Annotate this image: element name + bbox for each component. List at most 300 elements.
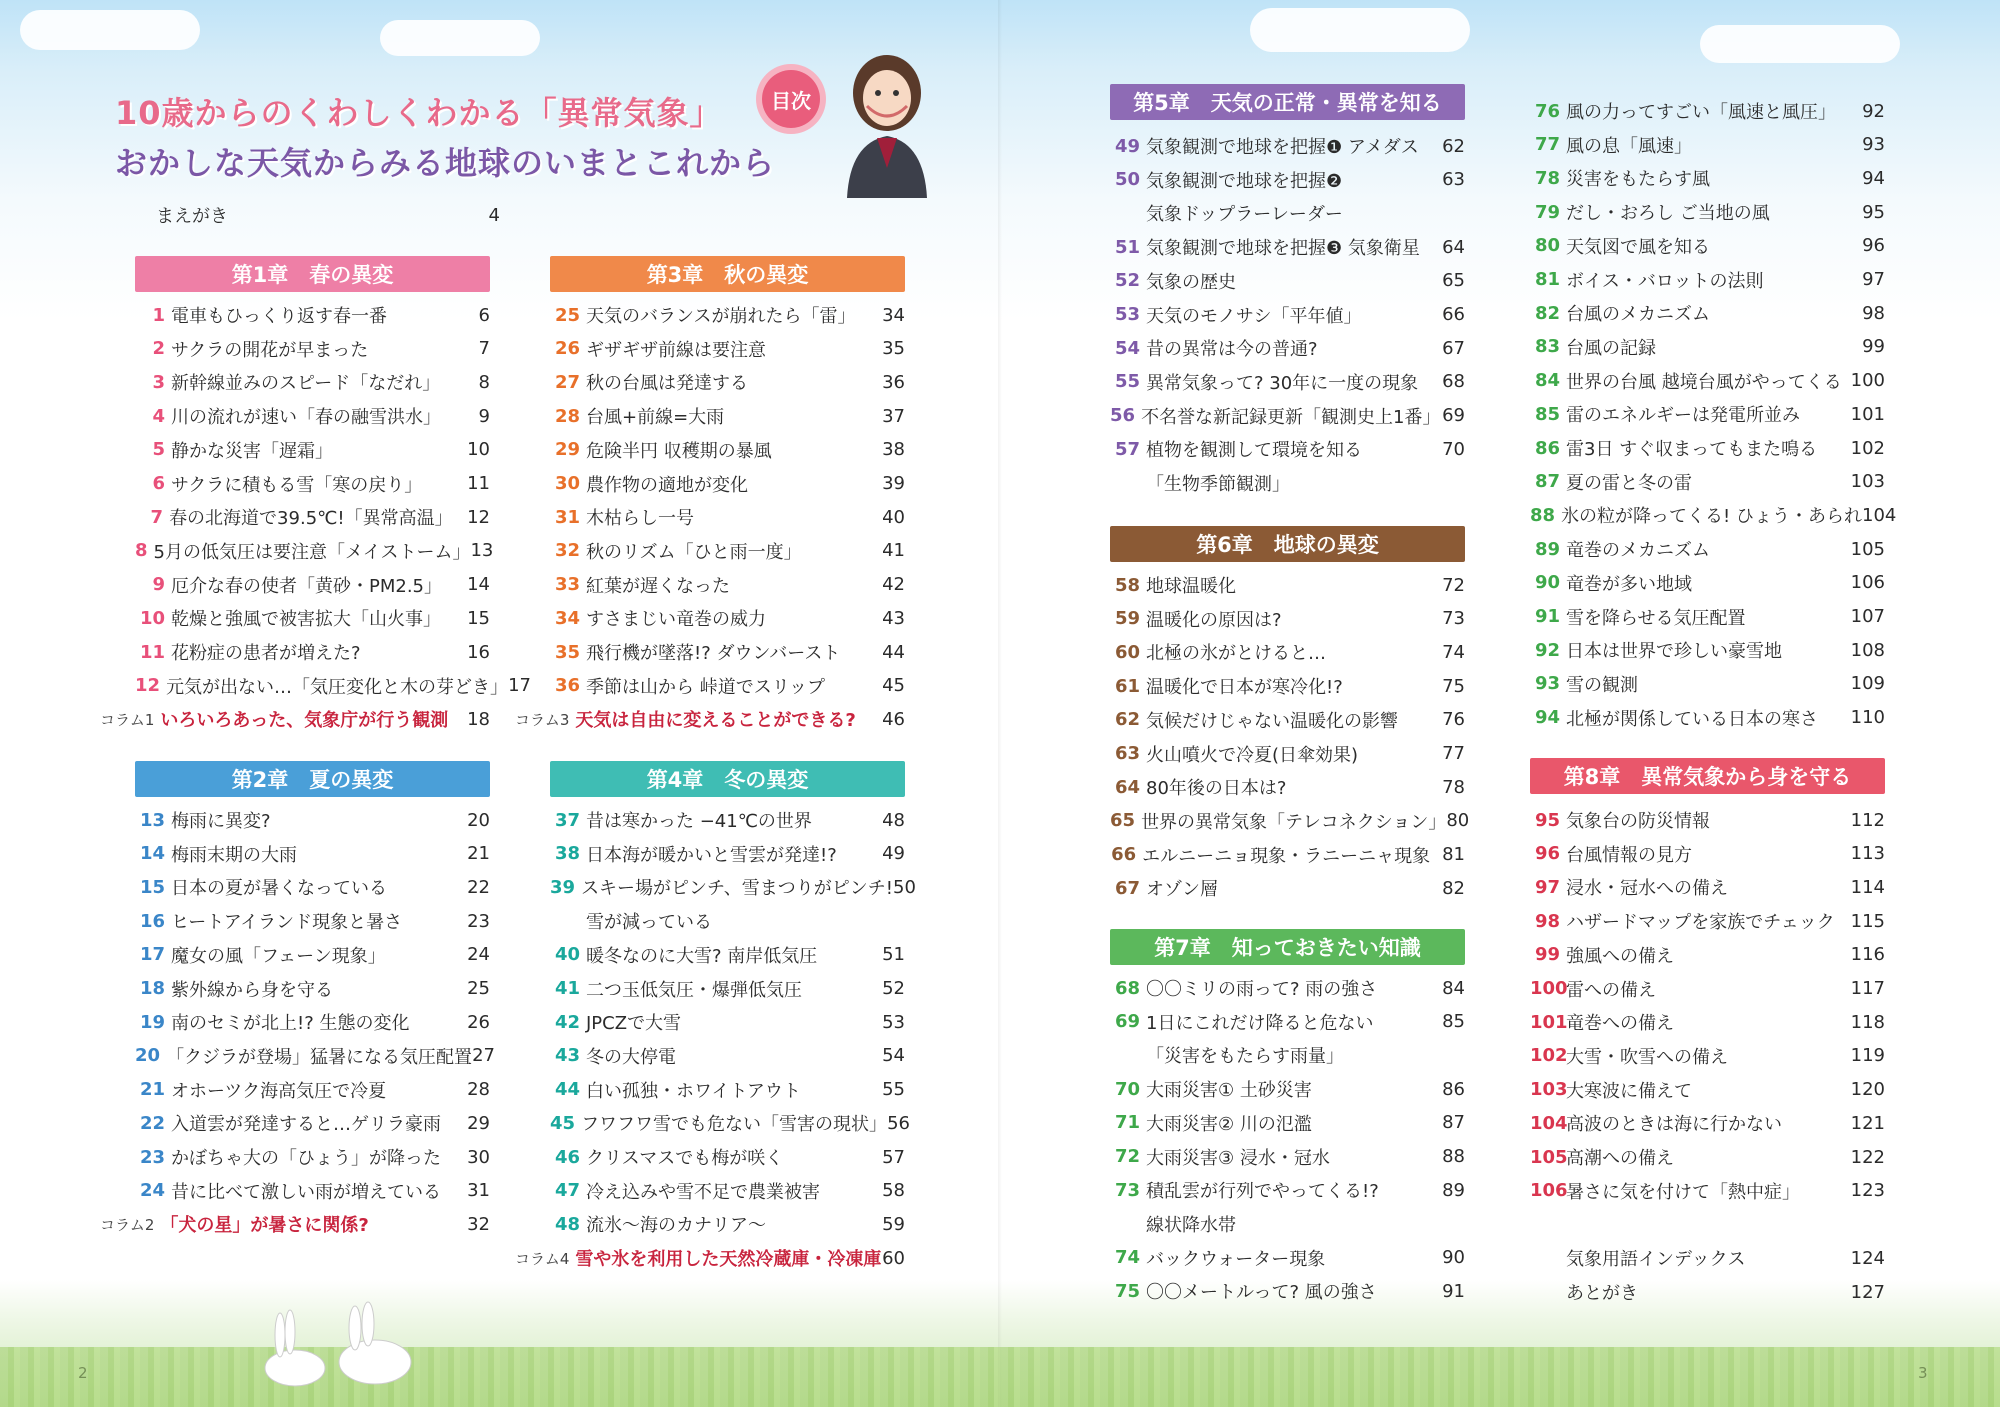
entry-page: 100 (1850, 370, 1885, 392)
toc-entry (1530, 534, 1885, 564)
toc-entry (550, 1041, 905, 1071)
entry-number: 61 (1114, 675, 1140, 697)
entry-number: 14 (139, 843, 165, 865)
entry-title: ギザギザ前線は要注意 (586, 339, 766, 361)
entry-page: 117 (1850, 978, 1885, 999)
entry-number: 24 (139, 1180, 165, 1202)
toc-entry (550, 435, 905, 465)
chapter-header: 第1章 春の異変 (135, 256, 490, 292)
toc-entry (1530, 1142, 1885, 1172)
entry-page: 65 (1442, 270, 1465, 292)
toc-entry (550, 603, 905, 633)
entry-page: 10 (467, 439, 490, 461)
entry-number: 95 (1534, 809, 1560, 831)
entry-title: 日本の夏が暑くなっている (171, 878, 387, 900)
entry-page: 13 (470, 540, 494, 562)
entry-page: 121 (1850, 1112, 1885, 1134)
entry-page: 28 (467, 1079, 490, 1101)
toc-entry (1530, 635, 1885, 665)
entry-title: 竜巻が多い地域 (1566, 573, 1692, 595)
entry-title: 浸水・冠水への備え (1566, 878, 1728, 900)
toc-entry (1110, 705, 1465, 735)
column-entry (100, 1209, 490, 1239)
entry-title: サクラに積もる雪「寒の戻り」 (171, 474, 423, 496)
entry-number: 54 (1114, 337, 1140, 359)
entry-page: 55 (882, 1079, 905, 1101)
toc-entry (550, 1108, 910, 1138)
toc-entry (135, 570, 490, 600)
chapter-header: 第4章 冬の異変 (550, 761, 905, 797)
entry-number: 33 (554, 574, 580, 596)
toc-entry (550, 872, 916, 902)
entry-number: 69 (1114, 1011, 1140, 1033)
entry-page: 81 (1442, 844, 1465, 866)
entry-number: 80 (1534, 235, 1560, 257)
column-label: コラム1 (100, 710, 155, 729)
entry-title: 大雨災害③ 浸水・冠水 (1146, 1147, 1330, 1169)
entry-number: 104 (1530, 1112, 1568, 1134)
entry-title: あとがき (1566, 1283, 1638, 1304)
entry-title: 気象台の防災情報 (1566, 811, 1710, 832)
entry-title: 農作物の適地が変化 (586, 474, 748, 496)
entry-page: 82 (1442, 877, 1465, 899)
entry-title: 台風情報の見方 (1566, 844, 1692, 866)
entry-number: 6 (152, 473, 165, 494)
column-page: 32 (467, 1213, 490, 1235)
entry-title: 温暖化で日本が寒冷化!? (1146, 677, 1343, 699)
toc-entry (550, 1075, 905, 1105)
entry-page: 30 (467, 1146, 490, 1168)
entry-page: 72 (1442, 574, 1465, 596)
entry-title: 天気図で風を知る (1566, 236, 1710, 258)
entry-title: 川の流れが速い「春の融雪洪水」 (171, 407, 441, 429)
toc-entry (1530, 433, 1885, 463)
toc-entry (1110, 1108, 1465, 1138)
entry-title: 天気のバランスが崩れたら「雷」 (586, 306, 856, 327)
toc-entry (1530, 906, 1885, 936)
toc-entry (1530, 163, 1885, 193)
entry-number: 94 (1534, 707, 1560, 729)
toc-entry (1110, 1243, 1465, 1273)
entry-number: 83 (1534, 336, 1560, 358)
entry-page: 74 (1442, 641, 1465, 663)
entry-page: 76 (1442, 709, 1465, 731)
entry-title: 昔に比べて激しい雨が増えている (171, 1181, 441, 1203)
entry-number: 58 (1114, 574, 1140, 596)
toc-entry (120, 200, 500, 230)
column-page: 46 (882, 708, 905, 730)
entry-title: 夏の雷と冬の雷 (1566, 472, 1692, 494)
entry-number: 30 (554, 473, 580, 494)
entry-title: オゾン層 (1146, 879, 1218, 901)
entry-number: 72 (1114, 1146, 1140, 1167)
toc-entry (1110, 840, 1465, 870)
entry-number: 91 (1534, 606, 1560, 627)
entry-page: 25 (467, 978, 490, 999)
toc-entry (1530, 467, 1885, 497)
entry-title: JPCZで大雪 (586, 1013, 682, 1035)
toc-entry (135, 1007, 490, 1037)
toc-entry (135, 536, 494, 566)
entry-title: 入道雲が発達すると…ゲリラ豪雨 (171, 1114, 441, 1136)
column-title: 「犬の星」が暑さに関係? (160, 1215, 369, 1237)
entry-number: 57 (1114, 438, 1140, 460)
toc-entry (135, 435, 490, 465)
entry-page: 17 (508, 675, 531, 697)
entry-number: 98 (1534, 910, 1560, 932)
entry-page: 36 (882, 371, 905, 393)
entry-page: 97 (1862, 269, 1885, 290)
entry-number: 27 (554, 371, 580, 393)
entry-page: 43 (882, 607, 905, 629)
toc-entry (1110, 333, 1465, 363)
entry-title: 日本は世界で珍しい豪雪地 (1566, 641, 1782, 663)
toc-entry (1530, 96, 1885, 126)
toc-entry (1530, 399, 1885, 429)
entry-page: 127 (1850, 1281, 1885, 1303)
toc-entry (135, 502, 490, 532)
toc-entry (550, 974, 905, 1004)
toc-entry (1530, 500, 1897, 530)
entry-page: 26 (467, 1011, 490, 1033)
entry-title: 雪を降らせる気圧配置 (1566, 607, 1746, 629)
entry-number: 19 (139, 1011, 165, 1033)
entry-title: 植物を観測して環境を知る (1146, 440, 1362, 462)
entry-title: 風の息「風速」 (1566, 135, 1692, 157)
entry-title: 線状降水帯 (1146, 1214, 1236, 1236)
entry-page: 66 (1442, 304, 1465, 325)
toc-entry (1110, 266, 1465, 296)
book-gutter (998, 0, 1002, 1407)
entry-number: 100 (1530, 978, 1568, 999)
entry-number: 67 (1114, 877, 1140, 899)
entry-title: 紅葉が遅くなった (586, 575, 730, 597)
toc-entry (1110, 1175, 1465, 1205)
toc-entry (1530, 940, 1885, 970)
toc-entry (1530, 703, 1885, 733)
toc-entry (135, 940, 490, 970)
entry-title: 気象観測で地球を把握❷ (1146, 170, 1343, 192)
entry-title: 季節は山から 峠道でスリップ (586, 676, 826, 698)
entry-page: 70 (1442, 438, 1465, 460)
entry-page: 110 (1850, 707, 1885, 729)
entry-title: 雷3日 すぐ収まってもまた鳴る (1566, 439, 1818, 460)
column-title: 雪や氷を利用した天然冷蔵庫・冷凍庫 (575, 1249, 882, 1271)
toc-entry (550, 1007, 905, 1037)
toc-entry (1110, 1276, 1465, 1306)
entry-page: 95 (1862, 201, 1885, 223)
entry-page: 48 (882, 809, 905, 831)
entry-title: 流氷〜海のカナリア〜 (586, 1215, 766, 1237)
toc-entry (1110, 300, 1465, 330)
toc-entry (1110, 232, 1465, 262)
entry-number: 49 (1114, 135, 1140, 157)
entry-title: 雪が減っている (586, 912, 712, 934)
entry-page: 54 (882, 1045, 905, 1067)
entry-page: 105 (1850, 538, 1885, 560)
entry-title: エルニーニョ現象・ラニーニャ現象 (1142, 845, 1431, 867)
entry-number: 70 (1114, 1078, 1140, 1100)
entry-title: 昔の異常は今の普通? (1146, 339, 1318, 361)
entry-page: 8 (478, 371, 490, 393)
entry-number: 13 (139, 809, 165, 831)
entry-title: 世界の異常気象「テレコネクション」 (1141, 811, 1447, 833)
entry-page: 87 (1442, 1112, 1465, 1134)
entry-page: 94 (1862, 167, 1885, 189)
entry-page: 64 (1442, 236, 1465, 258)
toc-entry (1530, 602, 1885, 632)
entry-page: 16 (467, 641, 490, 663)
entry-number: 93 (1534, 673, 1560, 695)
toc-entry (1110, 401, 1465, 431)
chapter-header: 第6章 地球の異変 (1110, 526, 1465, 562)
chapter-header: 第3章 秋の異変 (550, 256, 905, 292)
entry-number: 51 (1114, 236, 1140, 258)
entry-page: 42 (882, 574, 905, 596)
entry-number: 39 (550, 876, 576, 898)
toc-entry (1110, 1074, 1465, 1104)
entry-number: 17 (139, 944, 165, 966)
entry-number: 20 (135, 1045, 161, 1067)
entry-number: 41 (554, 978, 580, 999)
toc-entry (1110, 637, 1465, 667)
entry-page: 24 (467, 944, 490, 966)
entry-page: 53 (882, 1011, 905, 1033)
toc-entry (550, 469, 905, 499)
toc-entry (1110, 806, 1470, 836)
toc-entry (1110, 434, 1465, 464)
entry-number: 81 (1534, 269, 1560, 290)
entry-page: 101 (1850, 403, 1885, 425)
entry-number: 97 (1534, 876, 1560, 898)
toc-entry (1530, 130, 1885, 160)
entry-title: 高潮への備え (1566, 1148, 1674, 1169)
entry-title: ヒートアイランド現象と暑さ (171, 912, 403, 934)
entry-page: 86 (1442, 1078, 1465, 1100)
entry-page: 89 (1442, 1179, 1465, 1201)
entry-number: 12 (135, 675, 161, 697)
entry-number: 84 (1534, 370, 1560, 392)
entry-page: 21 (467, 843, 490, 865)
entry-number: 35 (554, 641, 580, 663)
entry-title: 異常気象って? 30年に一度の現象 (1146, 372, 1419, 394)
entry-number: 4 (152, 405, 165, 427)
entry-title: 災害をもたらす風 (1566, 169, 1710, 191)
entry-page: 73 (1442, 608, 1465, 630)
toc-entry (135, 839, 490, 869)
toc-entry (135, 401, 490, 431)
entry-title: 1日にこれだけ降ると危ない (1146, 1012, 1374, 1034)
entry-title: 梅雨に異変? (171, 811, 271, 832)
entry-title: 冬の大停電 (586, 1046, 676, 1068)
chapter-header: 第7章 知っておきたい知識 (1110, 929, 1465, 965)
chapter-header: 第5章 天気の正常・異常を知る (1110, 84, 1465, 120)
entry-page: 27 (472, 1045, 495, 1067)
toc-entry (1110, 973, 1465, 1003)
column-title: いろいろあった、気象庁が行う観測 (160, 710, 449, 732)
entry-number: 34 (554, 607, 580, 629)
entry-number: 74 (1114, 1247, 1140, 1269)
entry-number: 10 (139, 607, 165, 629)
entry-title: 「クジラが登場」猛暑になる気圧配置 (166, 1046, 473, 1068)
toc-badge: 目次 (762, 70, 820, 128)
toc-entry (1530, 332, 1885, 362)
entry-page: 9 (478, 405, 490, 427)
entry-title: すさまじい竜巻の威力 (586, 609, 766, 631)
entry-number: 43 (554, 1045, 580, 1067)
entry-number: 73 (1114, 1179, 1140, 1201)
entry-title: 気象ドップラーレーダー (1146, 204, 1343, 226)
entry-number: 46 (554, 1146, 580, 1168)
entry-page: 107 (1850, 606, 1885, 627)
toc-entry (1530, 366, 1885, 396)
entry-number: 87 (1534, 471, 1560, 493)
entry-page: 38 (882, 439, 905, 461)
entry-title: 元気が出ない…「気圧変化と木の芽どき」 (166, 676, 509, 698)
entry-title: 台風の記録 (1566, 337, 1656, 359)
entry-page: 44 (882, 641, 905, 663)
entry-title: 天気のモノサシ「平年値」 (1146, 305, 1362, 327)
toc-entry (550, 334, 905, 364)
entry-number: 62 (1114, 709, 1140, 731)
toc-entry (550, 940, 905, 970)
toc-entry (550, 401, 905, 431)
entry-number: 105 (1530, 1146, 1568, 1168)
entry-page: 92 (1862, 100, 1885, 122)
entry-title: 新幹線並みのスピード「なだれ」 (171, 373, 441, 395)
entry-title: 北極の氷がとけると… (1146, 643, 1326, 665)
entry-page: 40 (882, 506, 905, 528)
entry-title: 厄介な春の使者「黄砂・PM2.5」 (171, 575, 443, 597)
entry-title: 気象の歴史 (1146, 271, 1236, 293)
entry-title: 二つ玉低気圧・爆弾低気圧 (586, 979, 802, 1001)
entry-title: 日本海が暖かいと雪雲が発達!? (586, 844, 837, 866)
entry-page: 96 (1862, 235, 1885, 257)
entry-page: 59 (882, 1213, 905, 1235)
toc-entry (135, 637, 490, 667)
entry-page: 119 (1850, 1045, 1885, 1067)
entry-page: 108 (1850, 639, 1885, 661)
toc-entry (135, 469, 490, 499)
entry-number: 50 (1114, 169, 1140, 191)
toc-entry (1110, 772, 1465, 802)
entry-number: 89 (1534, 538, 1560, 560)
toc-entry (1530, 1108, 1885, 1138)
entry-number: 106 (1530, 1180, 1568, 1202)
toc-entry (550, 637, 905, 667)
entry-page: 77 (1442, 743, 1465, 764)
entry-title: 雷への備え (1566, 979, 1656, 1001)
entry-number: 59 (1114, 608, 1140, 630)
entry-number: 31 (554, 506, 580, 528)
entry-title: 木枯らし一号 (586, 508, 694, 530)
entry-page: 114 (1850, 876, 1885, 898)
entry-number: 45 (550, 1112, 576, 1134)
entry-title: 乾燥と強風で被害拡大「山火事」 (171, 609, 441, 631)
entry-number: 28 (554, 405, 580, 427)
toc-entry (550, 805, 905, 835)
entry-page: 103 (1850, 471, 1885, 493)
entry-title: 危険半円 収穫期の暴風 (586, 440, 772, 462)
entry-title: 大雪・吹雪への備え (1566, 1046, 1728, 1068)
toc-entry (550, 570, 905, 600)
entry-number: 96 (1534, 843, 1560, 865)
toc-entry (1530, 568, 1885, 598)
entry-number: 77 (1534, 134, 1560, 156)
toc-entry (1110, 198, 1465, 228)
column-label: コラム4 (515, 1249, 570, 1268)
toc-entry (1110, 367, 1465, 397)
toc-entry (550, 1209, 905, 1239)
entry-title: 白い孤独・ホワイトアウト (586, 1080, 801, 1102)
entry-number: 103 (1530, 1079, 1568, 1101)
entry-page: 20 (467, 809, 490, 831)
entry-title: 秋の台風は発達する (586, 373, 748, 395)
teacher-illustration-icon (832, 48, 942, 198)
entry-page: 6 (478, 304, 490, 326)
entry-page: 39 (882, 473, 905, 494)
entry-title: 雷のエネルギーは発電所並み (1566, 405, 1800, 427)
entry-title: 火山噴火で冷夏(日傘効果) (1146, 744, 1359, 766)
entry-page: 80 (1446, 810, 1470, 832)
entry-page: 4 (488, 204, 500, 226)
entry-page: 109 (1850, 673, 1885, 695)
entry-page: 91 (1442, 1280, 1465, 1302)
toc-entry (135, 603, 490, 633)
toc-entry (550, 671, 905, 701)
entry-number: 7 (150, 506, 164, 528)
entry-title: 高波のときは海に行かない (1566, 1114, 1782, 1136)
entry-number: 29 (554, 439, 580, 461)
toc-entry (135, 300, 490, 330)
toc-entry (1110, 873, 1465, 903)
entry-page: 29 (467, 1112, 490, 1134)
entry-number: 52 (1114, 270, 1140, 292)
entry-number: 44 (554, 1079, 580, 1101)
toc-entry (1110, 1040, 1465, 1070)
entry-title: 気象観測で地球を把握❶ アメダス (1146, 137, 1419, 158)
entry-page: 93 (1862, 134, 1885, 156)
entry-title: フワフワ雪でも危ない「雪害の現状」 (581, 1114, 888, 1136)
entry-title: 台風+前線=大雨 (586, 407, 725, 429)
entry-page: 112 (1850, 809, 1885, 831)
toc-entry (1530, 1243, 1885, 1273)
entry-page: 90 (1442, 1247, 1465, 1269)
chapter-header: 第8章 異常気象から身を守る (1530, 758, 1885, 794)
entry-page: 98 (1862, 302, 1885, 324)
toc-entry (1530, 1176, 1885, 1206)
entry-page: 14 (467, 574, 490, 596)
entry-number: 42 (554, 1011, 580, 1033)
entry-number: 38 (554, 843, 580, 865)
toc-entry (135, 974, 490, 1004)
chapter-header: 第2章 夏の異変 (135, 761, 490, 797)
entry-number: 101 (1530, 1011, 1568, 1033)
toc-entry (1530, 839, 1885, 869)
toc-entry (1110, 1142, 1465, 1172)
entry-number: 71 (1114, 1112, 1140, 1134)
entry-page: 50 (893, 876, 916, 898)
entry-title: 強風への備え (1566, 945, 1674, 967)
entry-number: 86 (1534, 437, 1560, 459)
entry-page: 52 (882, 978, 905, 999)
entry-number: 60 (1114, 641, 1140, 663)
toc-entry (135, 872, 490, 902)
entry-number: 2 (152, 338, 165, 360)
entry-title: 台風のメカニズム (1566, 304, 1710, 326)
entry-page: 22 (467, 876, 490, 898)
entry-title: 暑さに気を付けて「熱中症」 (1566, 1181, 1800, 1203)
